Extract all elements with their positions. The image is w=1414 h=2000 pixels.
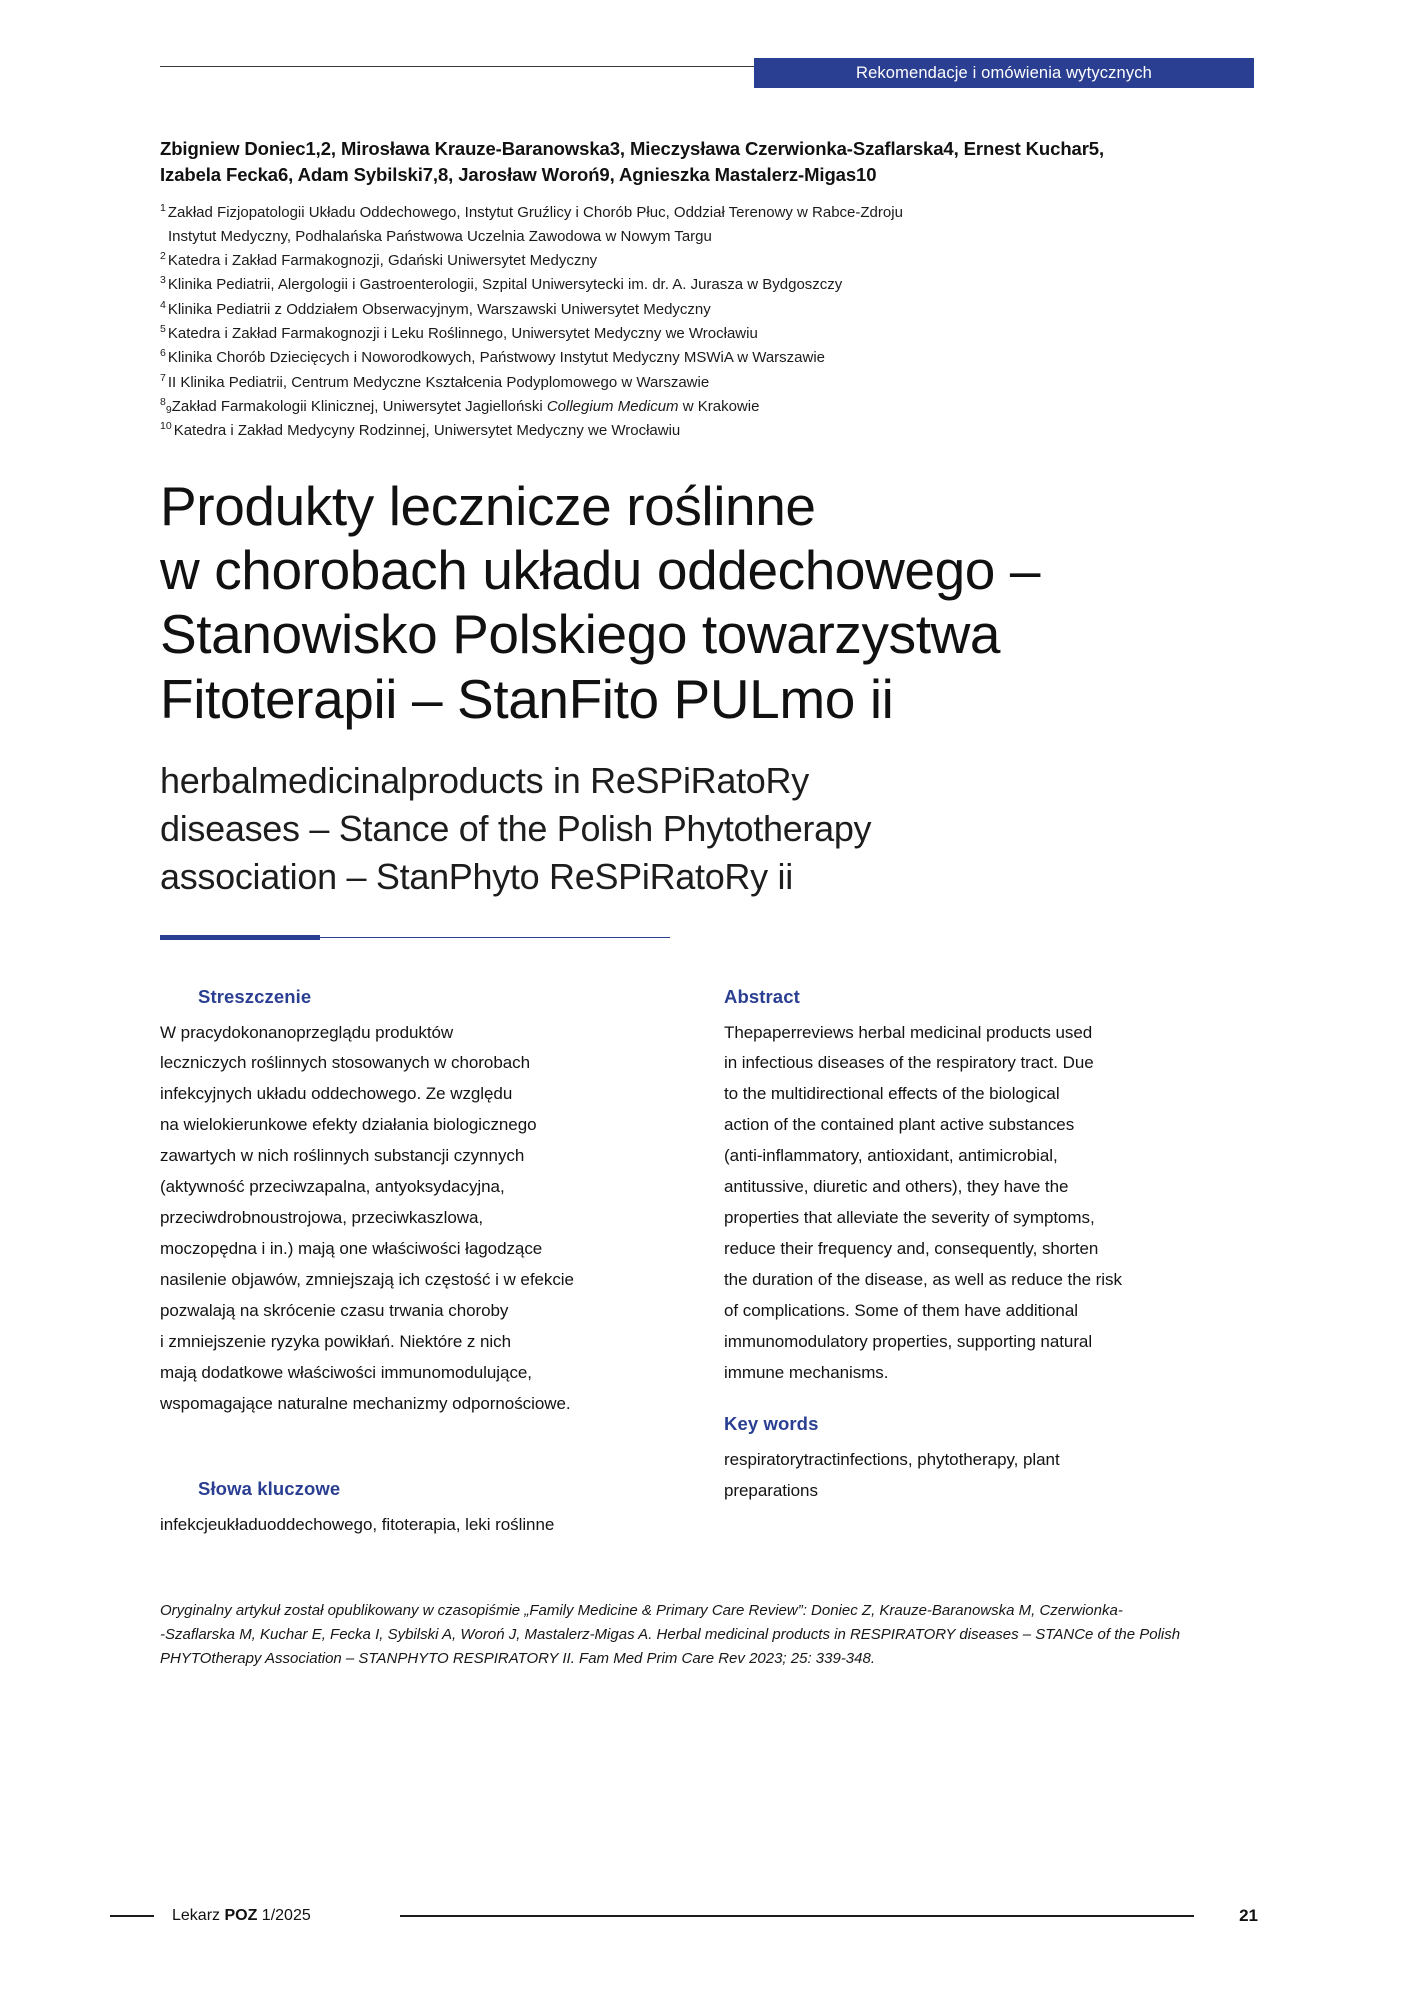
abstract-en-line: immunomodulatory properties, supporting natural — [724, 1331, 1093, 1351]
running-header — [0, 58, 1414, 88]
keywords-en-line: respiratorytractinfections, phytotherapy, plant — [724, 1449, 1060, 1469]
abstract-section — [160, 986, 1254, 1541]
affiliation-item — [160, 273, 1254, 297]
affiliation-item — [160, 225, 1254, 249]
keywords-en-line: preparations — [724, 1480, 818, 1500]
keywords-body-english — [724, 1445, 1224, 1507]
affiliation-item — [160, 298, 1254, 322]
affiliation-item — [160, 346, 1254, 370]
original-source-note — [160, 1599, 1254, 1672]
title-divider — [160, 935, 670, 940]
abstract-pl-line: (aktywność przeciwzapalna, antyoksydacyjna, — [160, 1177, 505, 1197]
affiliation-text: Klinika Chorób Dziecięcych i Noworodkowych, Państwowy Instytut Medyczny MSWiA w Warszawie — [167, 349, 826, 367]
abstract-body-polish — [160, 1018, 660, 1420]
abstract-en-line: immune mechanisms. — [724, 1362, 889, 1382]
affiliation-item-10 — [160, 419, 1254, 443]
keywords-heading-english: Key words — [724, 1412, 819, 1434]
affiliation-text: Klinika Pediatrii, Alergologii i Gastroenterologii, Szpital Uniwersytecki im. dr. A. Jurasza w Bydgoszczy — [167, 276, 843, 294]
divider-thin-segment — [320, 937, 670, 939]
author-line-1: Zbigniew Doniec1,2, Mirosława Krauze-Baranowska3, Mieczysława Czerwionka-Szaflarska4, Ernest Kuchar5, — [160, 138, 1105, 159]
abstract-heading-english: Abstract — [724, 985, 800, 1007]
affiliation-marker: 10 — [160, 420, 172, 433]
page-footer — [110, 1904, 1304, 1928]
affiliation-marker: 4 — [160, 298, 166, 311]
abstract-en-line: (anti-inflammatory, antioxidant, antimicrobial, — [724, 1146, 1058, 1166]
page-number: 21 — [1239, 1906, 1258, 1925]
footer-journal-suffix: 1/2025 — [257, 1907, 311, 1924]
source-note-line: Oryginalny artykuł został opublikowany w czasopiśmie „Family Medicine & Primary Care Review”: Doniec Z, Krauze-Baranowska M, Czerwionka- — [160, 1601, 1123, 1619]
abstract-pl-line: pozwalają na skrócenie czasu trwania choroby — [160, 1300, 509, 1320]
title-pl-line-4: Fitoterapii – StanFito PULmo ii — [160, 667, 894, 730]
title-en-line-2: diseases – Stance of the Polish Phytotherapy — [160, 807, 872, 849]
abstract-en-line: of complications. Some of them have additional — [724, 1300, 1078, 1320]
source-note-line: -Szaflarska M, Kuchar E, Fecka I, Sybilski A, Woroń J, Mastalerz-Migas A. Herbal medicinal products in RESPIRATORY diseases – STANCe of the Polish — [160, 1625, 1181, 1643]
author-list — [160, 136, 1254, 189]
abstract-pl-line: nasilenie objawów, zmniejszają ich częstość i w efekcie — [160, 1270, 574, 1289]
source-note-line: PHYTOtherapy Association – STANPHYTO RESPIRATORY II. Fam Med Prim Care Rev 2023; 25: 339-348. — [160, 1650, 876, 1668]
affiliation-text: Katedra i Zakład Farmakognozji i Leku Roślinnego, Uniwersytet Medyczny we Wrocławiu — [167, 325, 758, 343]
abstract-en-line: action of the contained plant active substances — [724, 1115, 1075, 1135]
abstract-pl-line: wspomagające naturalne mechanizmy odpornościowe. — [160, 1393, 571, 1413]
abstract-pl-line: mają dodatkowe właściwości immunomodulujące, — [160, 1362, 532, 1382]
abstract-en-line: properties that alleviate the severity of symptoms, — [724, 1208, 1095, 1228]
keywords-heading-polish: Słowa kluczowe — [198, 1477, 341, 1499]
affiliation-text: Katedra i Zakład Farmakognozji, Gdański Uniwersytet Medyczny — [167, 252, 598, 270]
footer-journal-name — [172, 1904, 311, 1928]
abstract-heading-polish: Streszczenie — [198, 985, 312, 1007]
abstract-pl-line: na wielokierunkowe efekty działania biologicznego — [160, 1115, 537, 1135]
affiliation-text: Instytut Medyczny, Podhalańska Państwowa Uczelnia Zawodowa w Nowym Targu — [168, 227, 712, 245]
footer-journal-prefix: Lekarz — [172, 1907, 225, 1924]
abstract-column-english — [724, 986, 1224, 1507]
affiliation-text-italic: Collegium Medicum — [546, 397, 679, 415]
abstract-en-line: the duration of the disease, as well as reduce the risk — [724, 1270, 1122, 1289]
abstract-pl-line: i zmniejszenie ryzyka powikłań. Niektóre z nich — [160, 1331, 512, 1351]
affiliation-item — [160, 249, 1254, 273]
affiliation-item-8-9 — [160, 395, 1254, 419]
affiliation-text: Klinika Pediatrii z Oddziałem Obserwacyjnym, Warszawski Uniwersytet Medyczny — [167, 300, 711, 318]
divider-thick-segment — [160, 935, 320, 940]
abstract-en-line: to the multidirectional effects of the biological — [724, 1084, 1060, 1104]
affiliation-marker-9: 9 — [165, 403, 172, 416]
footer-rule — [400, 1915, 1194, 1917]
abstract-en-line: in infectious diseases of the respiratory tract. Due — [724, 1053, 1094, 1073]
abstract-en-line: antitussive, diuretic and others), they have the — [724, 1177, 1069, 1197]
affiliation-marker: 6 — [160, 347, 166, 360]
title-pl-line-3: Stanowisko Polskiego towarzystwa — [160, 603, 1001, 666]
affiliation-marker-8: 8 — [160, 395, 166, 408]
title-en-line-3: association – StanPhyto ReSPiRatoRy ii — [160, 855, 793, 897]
affiliation-marker: 2 — [160, 250, 166, 263]
abstract-pl-line: zawartych w nich roślinnych substancji czynnych — [160, 1146, 525, 1166]
affiliation-text: II Klinika Pediatrii, Centrum Medyczne Kształcenia Podyplomowego w Warszawie — [167, 373, 710, 391]
page-title-polish — [160, 474, 1254, 731]
keywords-block-polish — [160, 1478, 660, 1541]
footer-dash-left — [110, 1915, 154, 1917]
affiliation-text-tail: w Krakowie — [678, 397, 760, 415]
affiliation-item — [160, 201, 1254, 225]
abstract-en-line: Thepaperreviews herbal medicinal products used — [724, 1022, 1093, 1042]
title-en-line-1: herbalmedicinalproducts in ReSPiRatoRy — [160, 759, 809, 801]
abstract-pl-line: leczniczych roślinnych stosowanych w chorobach — [160, 1053, 530, 1073]
keywords-body-polish — [160, 1510, 660, 1541]
page-title-english — [160, 757, 1254, 901]
abstract-en-line: reduce their frequency and, consequently, shorten — [724, 1239, 1099, 1259]
abstract-pl-line: infekcyjnych układu oddechowego. Ze względu — [160, 1084, 513, 1104]
abstract-pl-line: W pracydokonanoprzeglądu produktów — [160, 1022, 454, 1042]
affiliation-marker: 5 — [160, 323, 166, 336]
author-line-2: Izabela Fecka6, Adam Sybilski7,8, Jarosław Woroń9, Agnieszka Mastalerz-Migas10 — [160, 164, 877, 186]
affiliation-list — [160, 201, 1254, 444]
affiliation-text: Zakład Fizjopatologii Układu Oddechowego, Instytut Gruźlicy i Chorób Płuc, Oddział Terenowy w Rabce-Zdroju — [167, 203, 903, 221]
affiliation-marker: 3 — [160, 274, 166, 287]
affiliation-marker: 1 — [160, 201, 166, 214]
keywords-block-english — [724, 1413, 1224, 1507]
affiliation-text: Zakład Farmakologii Klinicznej, Uniwersytet Jagielloński — [171, 397, 547, 415]
title-pl-line-2: w chorobach układu oddechowego – — [160, 538, 1041, 601]
affiliation-marker: 7 — [160, 371, 166, 384]
affiliation-item — [160, 322, 1254, 346]
affiliation-text: Katedra i Zakład Medycyny Rodzinnej, Uniwersytet Medyczny we Wrocławiu — [173, 422, 681, 440]
title-pl-line-1: Produkty lecznicze roślinne — [160, 474, 816, 537]
abstract-body-english — [724, 1018, 1224, 1389]
article-content — [160, 136, 1254, 1672]
footer-journal-bold: POZ — [224, 1907, 258, 1924]
abstract-pl-line: przeciwdrobnoustrojowa, przeciwkaszlowa, — [160, 1208, 484, 1228]
abstract-column-polish — [160, 986, 660, 1541]
section-tag-badge: Rekomendacje i omówienia wytycznych — [754, 58, 1254, 88]
affiliation-item — [160, 371, 1254, 395]
keywords-pl-line: infekcjeukładuoddechowego, fitoterapia, leki roślinne — [160, 1514, 555, 1534]
abstract-pl-line: moczopędna i in.) mają one właściwości łagodzące — [160, 1239, 543, 1259]
